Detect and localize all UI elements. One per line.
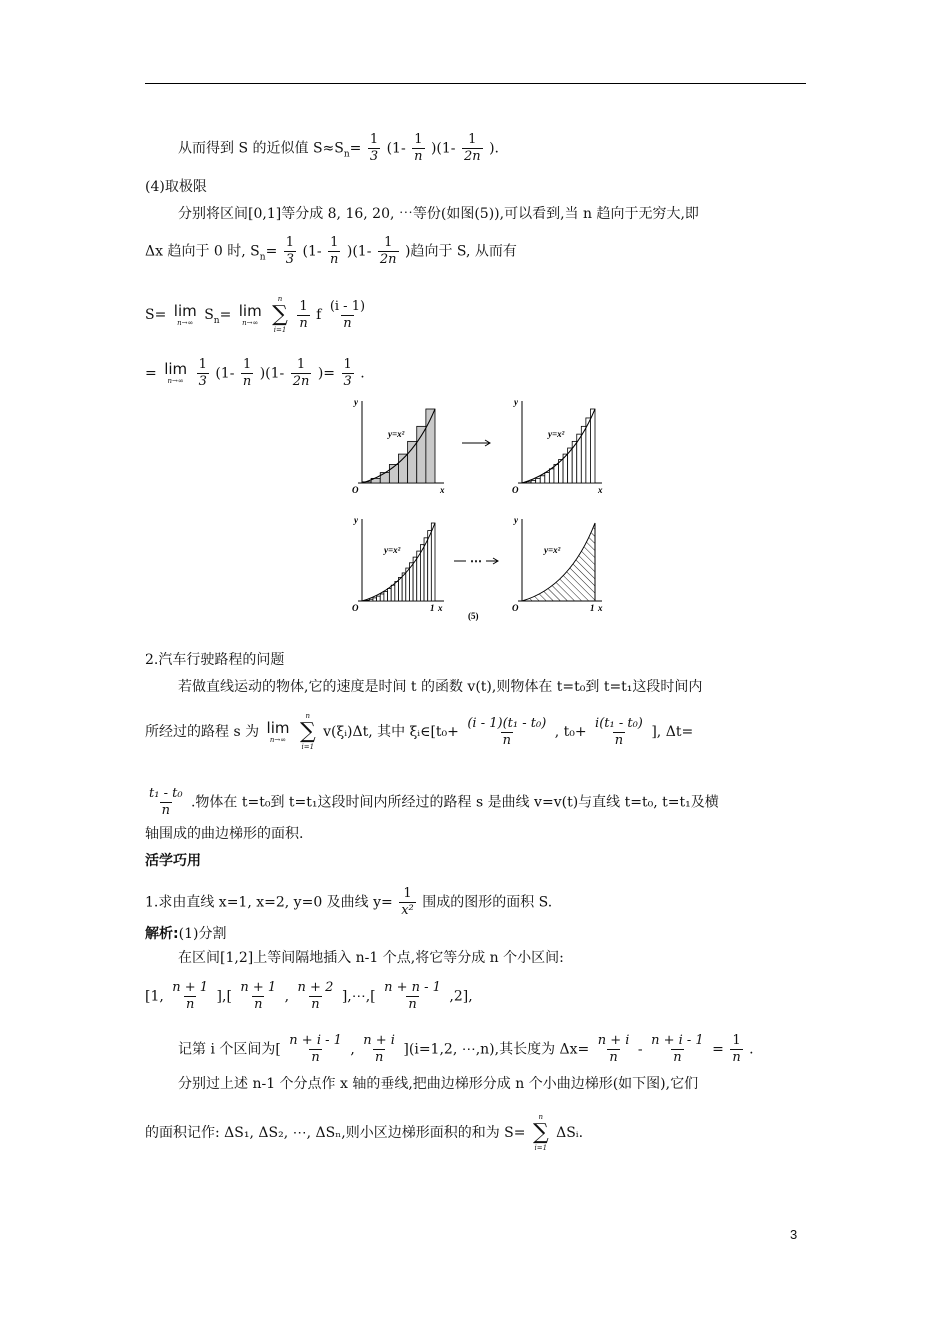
lim-word: lim [173, 301, 197, 320]
sum-top: n [305, 712, 311, 720]
numerator: i(t₁ - t₀) [595, 715, 643, 731]
text: 围成的图形的面积 S. [422, 894, 553, 911]
text: )(1- [346, 243, 372, 260]
y-label: y [354, 397, 358, 407]
riemann-rectangle [408, 441, 417, 483]
x-label: x [598, 485, 603, 495]
fraction [462, 132, 483, 165]
text: (1- [215, 365, 235, 382]
denominator: 3 [198, 374, 207, 389]
text: 从而得到 S 的近似值 S≈S [178, 140, 344, 157]
riemann-rectangle [536, 478, 541, 483]
numerator: (i - 1) [329, 298, 366, 314]
numerator: 1 [285, 235, 295, 250]
denominator: n [311, 997, 320, 1012]
heading-take-limit: (4)取极限 [145, 179, 207, 195]
origin-label: O [352, 603, 359, 613]
approx-line [178, 132, 499, 165]
tick-one-label: 1 [430, 603, 435, 613]
denominator: n [673, 1050, 682, 1065]
panel-20-intervals [352, 515, 444, 613]
riemann-rectangle [590, 409, 595, 483]
ellipsis: ⋯ [470, 554, 482, 568]
lim-word: lim [266, 718, 290, 737]
text: . [360, 365, 365, 382]
paragraph: 轴围成的曲边梯形的面积. [145, 826, 304, 842]
riemann-rectangle [554, 465, 559, 484]
text: = [349, 140, 362, 157]
numerator: 1 [330, 235, 339, 250]
interval-length-line [178, 1033, 754, 1066]
text: , [284, 988, 290, 1005]
sigma-icon: ∑ [272, 302, 288, 327]
denominator: n [408, 997, 417, 1012]
denominator: 3 [369, 149, 379, 164]
y-label: y [514, 515, 518, 525]
riemann-rectangle [549, 469, 554, 483]
text: (1)分割 [178, 926, 227, 942]
lim-word: lim [164, 360, 188, 378]
text: 的面积记作: ΔS₁, ΔS₂, ⋯, ΔSₙ,则小区边梯形面积的和为 S= [145, 1125, 526, 1141]
text: )= [317, 365, 336, 382]
riemann-rectangle [428, 531, 432, 601]
riemann-rectangle [531, 480, 536, 483]
figure-5-riemann-sums [340, 395, 630, 625]
lim-word: lim [238, 301, 262, 320]
text: ,2], [449, 988, 473, 1005]
riemann-rectangle [380, 473, 389, 483]
denominator: n [299, 315, 308, 331]
riemann-rectangle [540, 476, 545, 483]
fraction [328, 299, 367, 332]
sigma-icon: ∑ [532, 1120, 549, 1145]
paragraph: 分别将区间[0,1]等分成 8, 16, 20, ⋯等份(如图(5)),可以看到,当 n 趋向于无穷大,即 [178, 206, 699, 222]
fraction [412, 132, 424, 165]
denominator: 2n [379, 252, 397, 267]
numerator: n + 1 [172, 980, 209, 995]
header-rule [145, 83, 806, 84]
fraction [368, 132, 380, 165]
riemann-rectangle [406, 568, 410, 601]
riemann-rectangle [395, 582, 399, 602]
denominator: n [414, 149, 423, 164]
fraction [291, 357, 312, 390]
sigma-icon: ∑ [299, 719, 316, 744]
numerator: n + n - 1 [384, 980, 441, 995]
page-number: 3 [790, 1227, 798, 1242]
text: (1- [302, 243, 322, 260]
denominator: n [609, 1050, 618, 1065]
denominator: n [242, 374, 252, 389]
text: [1, [145, 988, 164, 1005]
fraction [238, 980, 278, 1013]
riemann-rectangle [388, 589, 392, 601]
numerator: (i - 1)(t₁ - t₀) [467, 715, 547, 731]
fraction [147, 786, 185, 819]
numerator: n + 1 [240, 980, 277, 995]
curve-label: y=x² [548, 429, 565, 439]
text: Δx 趋向于 0 时, S [145, 243, 260, 260]
fraction [378, 235, 399, 268]
fraction [241, 357, 253, 390]
numerator: n + i - 1 [289, 1033, 342, 1048]
fraction [284, 235, 296, 268]
text: , [350, 1041, 355, 1058]
riemann-rectangle [545, 473, 550, 483]
section-heading: 2.汽车行驶路程的问题 [145, 652, 285, 668]
origin-label: O [512, 485, 519, 495]
text: , t₀+ [554, 724, 587, 740]
riemann-rectangle [369, 599, 373, 601]
numerator: 1 [414, 132, 423, 147]
x-label: x [440, 485, 445, 495]
sum-bottom: i=1 [301, 743, 315, 751]
denominator: n [254, 997, 263, 1012]
paragraph-distance-cont [145, 786, 719, 819]
fraction [170, 980, 210, 1013]
numerator: 1 [384, 235, 393, 250]
summation [300, 712, 316, 752]
denominator: x² [401, 903, 414, 918]
tick-one-label: 1 [590, 603, 595, 613]
fraction [287, 1033, 344, 1066]
numerator: 1 [732, 1033, 741, 1048]
x-label: x [598, 603, 603, 613]
panel-8-intervals [352, 397, 445, 495]
sum-bottom: i=1 [534, 1144, 548, 1152]
riemann-rectangle [366, 600, 370, 601]
fraction [342, 357, 354, 390]
equation-limit-sum [145, 295, 369, 335]
riemann-rectangle [391, 585, 395, 601]
denominator: 2n [292, 374, 310, 389]
subscript: n [259, 252, 266, 263]
summation [533, 1113, 549, 1153]
x-label: x [438, 603, 443, 613]
paragraph-limit [145, 235, 517, 268]
area-sum-line [145, 1113, 583, 1153]
text: = [712, 1041, 724, 1058]
y-label: y [514, 397, 518, 407]
curve-label: y=x² [544, 545, 561, 555]
fraction [465, 716, 548, 749]
text: ], Δt= [651, 724, 694, 740]
numerator: 1 [403, 886, 412, 901]
text: )趋向于 S, 从而有 [405, 243, 517, 260]
paragraph-distance [145, 712, 693, 752]
numerator: 1 [343, 357, 352, 372]
riemann-rectangle [527, 482, 532, 483]
practice-heading: 活学巧用 [145, 853, 201, 869]
fraction [361, 1033, 397, 1066]
subscript: n [343, 149, 350, 160]
numerator: n + i - 1 [651, 1033, 704, 1048]
fraction [297, 299, 309, 332]
paragraph: 在区间[1,2]上等间隔地插入 n-1 个点,将它等分成 n 个小区间: [178, 950, 564, 966]
fraction [328, 235, 340, 268]
denominator: 3 [343, 374, 352, 389]
riemann-rectangle [431, 523, 435, 601]
riemann-rectangle [399, 577, 403, 601]
riemann-rectangle [380, 594, 384, 601]
denominator: n [311, 1050, 320, 1065]
sum-bottom: i=1 [273, 326, 287, 334]
text: . [749, 1041, 754, 1058]
riemann-rectangle [424, 538, 428, 601]
y-label: y [354, 515, 358, 525]
text: 1.求由直线 x=1, x=2, y=0 及曲线 y= [145, 894, 393, 911]
denominator: 3 [285, 252, 295, 267]
numerator: 1 [296, 357, 306, 372]
equation-result [145, 357, 365, 390]
paragraph: 若做直线运动的物体,它的速度是时间 t 的函数 v(t),则物体在 t=t₀到 t=t₁这段时间内 [178, 679, 703, 695]
curve-label: y=x² [388, 429, 405, 439]
numerator: 1 [299, 298, 308, 314]
limit [164, 361, 187, 386]
summation [272, 295, 288, 335]
numerator: 1 [468, 132, 477, 147]
solution-label: 解析: [145, 926, 179, 942]
lim-subscript: n→∞ [177, 318, 194, 327]
hatched-region [522, 523, 595, 601]
fraction [197, 357, 209, 390]
fraction [730, 1033, 742, 1066]
numerator: 1 [198, 357, 207, 372]
numerator: 1 [369, 132, 379, 147]
figure-caption: (5) [468, 611, 479, 621]
denominator: n [343, 315, 352, 331]
riemann-rectangle [377, 596, 381, 601]
denominator: n [374, 1050, 384, 1065]
denominator: n [161, 803, 170, 818]
denominator: n [614, 732, 624, 748]
origin-label: O [352, 485, 359, 495]
text: )(1- [430, 140, 456, 157]
text: f [316, 307, 322, 323]
fraction [296, 980, 336, 1013]
panel-16-intervals [512, 397, 603, 495]
numerator: n + i [363, 1033, 395, 1048]
text: - [637, 1041, 643, 1058]
denominator: n [732, 1050, 741, 1065]
question-1 [145, 886, 552, 919]
text: v(ξᵢ)Δt, 其中 ξᵢ∈[t₀+ [323, 724, 459, 740]
numerator: n + i [597, 1033, 630, 1048]
numerator: t₁ - t₀ [149, 786, 183, 801]
riemann-rectangle [420, 545, 424, 601]
text: ΔSᵢ. [556, 1125, 584, 1141]
lim-subscript: n→∞ [242, 318, 259, 327]
riemann-rectangle [402, 573, 406, 601]
fraction [596, 1033, 632, 1066]
riemann-rectangle [373, 598, 377, 601]
lim-subscript: n→∞ [269, 735, 287, 744]
limit [174, 303, 197, 328]
sum-top: n [277, 295, 283, 303]
denominator: n [502, 732, 511, 748]
text: 记第 i 个区间为[ [178, 1041, 281, 1058]
sum-top: n [538, 1113, 544, 1121]
solution-label-line [145, 925, 226, 943]
origin-label: O [512, 603, 519, 613]
text: .物体在 t=t₀到 t=t₁这段时间内所经过的路程 s 是曲线 v=v(t)与直线 t=t₀, t=t₁及横 [190, 794, 719, 811]
numerator: n + 2 [297, 980, 334, 995]
paragraph: 分别过上述 n-1 个分点作 x 轴的垂线,把曲边梯形分成 n 个小曲边梯形(如下图),它们 [178, 1076, 699, 1092]
text: ). [489, 140, 500, 157]
fraction [593, 716, 645, 749]
riemann-rectangle [559, 460, 564, 483]
lim-subscript: n→∞ [167, 377, 184, 385]
text: )(1- [259, 365, 285, 382]
text: = [219, 307, 232, 323]
denominator: 2n [463, 149, 481, 164]
text: (1- [386, 140, 406, 157]
text: ](i=1,2, ⋯,n),其长度为 Δx= [403, 1041, 590, 1058]
fraction [382, 980, 443, 1013]
text: = [145, 365, 157, 382]
limit [267, 720, 290, 745]
limit [239, 303, 262, 328]
text: ],⋯,[ [341, 988, 376, 1005]
fraction [649, 1033, 706, 1066]
curve-label: y=x² [384, 545, 401, 555]
text: S [204, 307, 214, 323]
numerator: 1 [242, 357, 252, 372]
intervals-list [145, 980, 473, 1013]
text: 所经过的路程 s 为 [145, 724, 260, 740]
denominator: n [330, 252, 339, 267]
text: S= [145, 307, 167, 323]
subscript: n [213, 315, 220, 326]
panel-limit [512, 515, 603, 613]
text: = [265, 243, 278, 260]
fraction [399, 886, 416, 919]
denominator: n [186, 997, 195, 1012]
text: ],[ [216, 988, 232, 1005]
riemann-rectangle [384, 591, 388, 601]
